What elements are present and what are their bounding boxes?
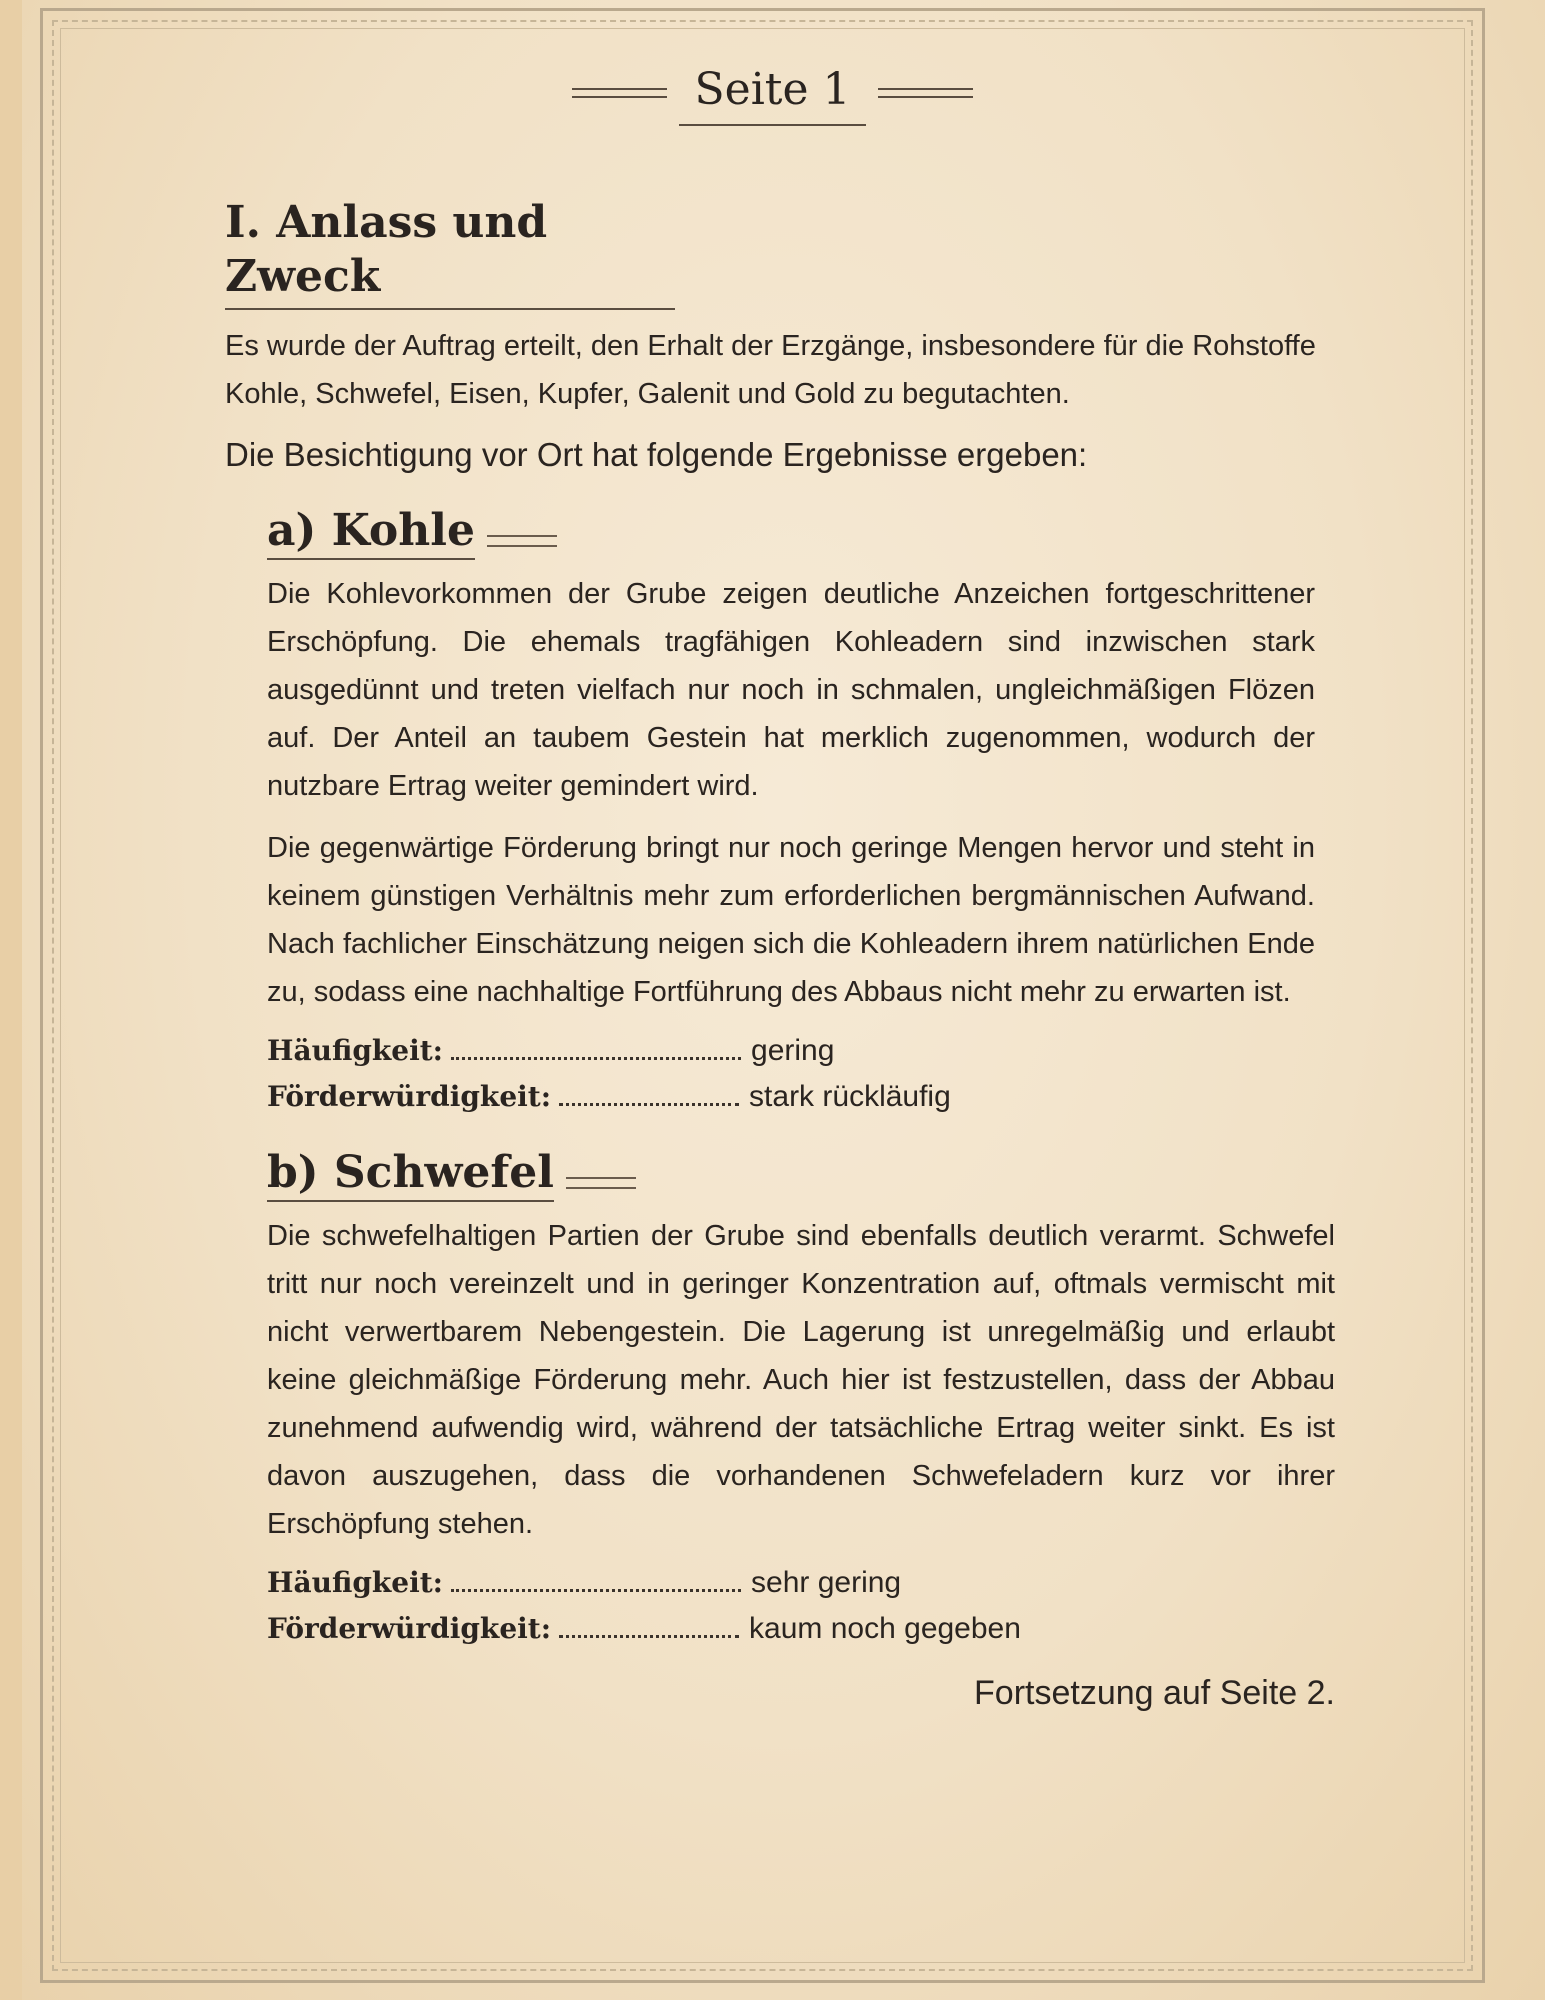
attribute-value: stark rückläufig — [749, 1080, 951, 1113]
intro-paragraph: Es wurde der Auftrag erteilt, den Erhalt der Erzgänge, insbesondere für die Rohstoffe Kohle, Schwefel, Eisen, Kupfer, Galenit und Gold zu begutachten. — [225, 330, 1316, 410]
section-kohle — [267, 504, 1315, 1120]
dot-leader — [559, 1102, 739, 1106]
page-title-text: Seite 1 — [679, 62, 867, 126]
paragraph: Die gegenwärtige Förderung bringt nur noch geringe Mengen hervor und steht in keinem günstigen Verhältnis mehr zum erforderlichen bergmännischen Aufwand. Nach fachlicher Einschätzung neigen sich die Kohleadern ihrem natürlichen Ende zu, sodass eine nachhaltige Fortführung des Abbaus nicht mehr zu erwarten ist. — [267, 832, 1315, 1008]
section-heading: I. Anlass und Zweck — [225, 196, 675, 310]
attribute-value: kaum noch gegeben — [749, 1612, 1021, 1645]
attribute-haeufigkeit — [267, 1028, 1315, 1074]
attribute-value: sehr gering — [751, 1566, 902, 1599]
title-rule-left — [572, 88, 667, 98]
attribute-foerderwuerdigkeit — [267, 1606, 1335, 1652]
continuation-note: Fortsetzung auf Seite 2. — [974, 1674, 1335, 1712]
paragraph: Die Kohlevorkommen der Grube zeigen deutliche Anzeichen fortgeschrittener Erschöpfung. Die ehemals tragfähigen Kohleadern sind inzwischen stark ausgedünnt und treten vielfach nur noch in schmalen, ungleichmäßigen Flözen auf. Der Anteil an taubem Gestein hat merklich zugenommen, wodurch der nutzbare Ertrag weiter gemindert wird. — [267, 578, 1315, 802]
heading-flourish — [566, 1177, 636, 1189]
page-title — [0, 62, 1545, 126]
attribute-label: Häufigkeit: — [267, 1034, 444, 1067]
document-body — [225, 62, 1335, 1716]
heading-flourish — [487, 535, 557, 547]
dot-leader — [451, 1056, 741, 1060]
lead-sentence: Die Besichtigung vor Ort hat folgende Ergebnisse ergeben: — [225, 436, 1088, 473]
subsection-heading: a) Kohle — [267, 505, 475, 560]
title-rule-right — [878, 88, 973, 98]
attribute-label: Förderwürdigkeit: — [267, 1612, 552, 1645]
section-schwefel — [267, 1146, 1335, 1652]
attribute-value: gering — [751, 1034, 835, 1067]
attribute-foerderwuerdigkeit — [267, 1074, 1315, 1120]
subsection-heading: b) Schwefel — [267, 1147, 554, 1202]
attribute-label: Förderwürdigkeit: — [267, 1080, 552, 1113]
paragraph: Die schwefelhaltigen Partien der Grube sind ebenfalls deutlich verarmt. Schwefel tritt nur noch vereinzelt und in geringer Konzentration auf, oftmals vermischt mit nicht verwertbarem Nebengestein. Die Lagerung ist unregelmäßig und erlaubt keine gleichmäßige Förderung mehr. Auch hier ist festzustellen, dass der Abbau zunehmend aufwendig wird, während der tatsächliche Ertrag weiter sinkt. Es ist davon auszugehen, dass die vorhandenen Schwefeladern kurz vor ihrer Erschöpfung stehen. — [267, 1220, 1335, 1540]
attribute-label: Häufigkeit: — [267, 1566, 444, 1599]
dot-leader — [451, 1588, 741, 1592]
dot-leader — [559, 1634, 739, 1638]
attribute-haeufigkeit — [267, 1560, 1335, 1606]
